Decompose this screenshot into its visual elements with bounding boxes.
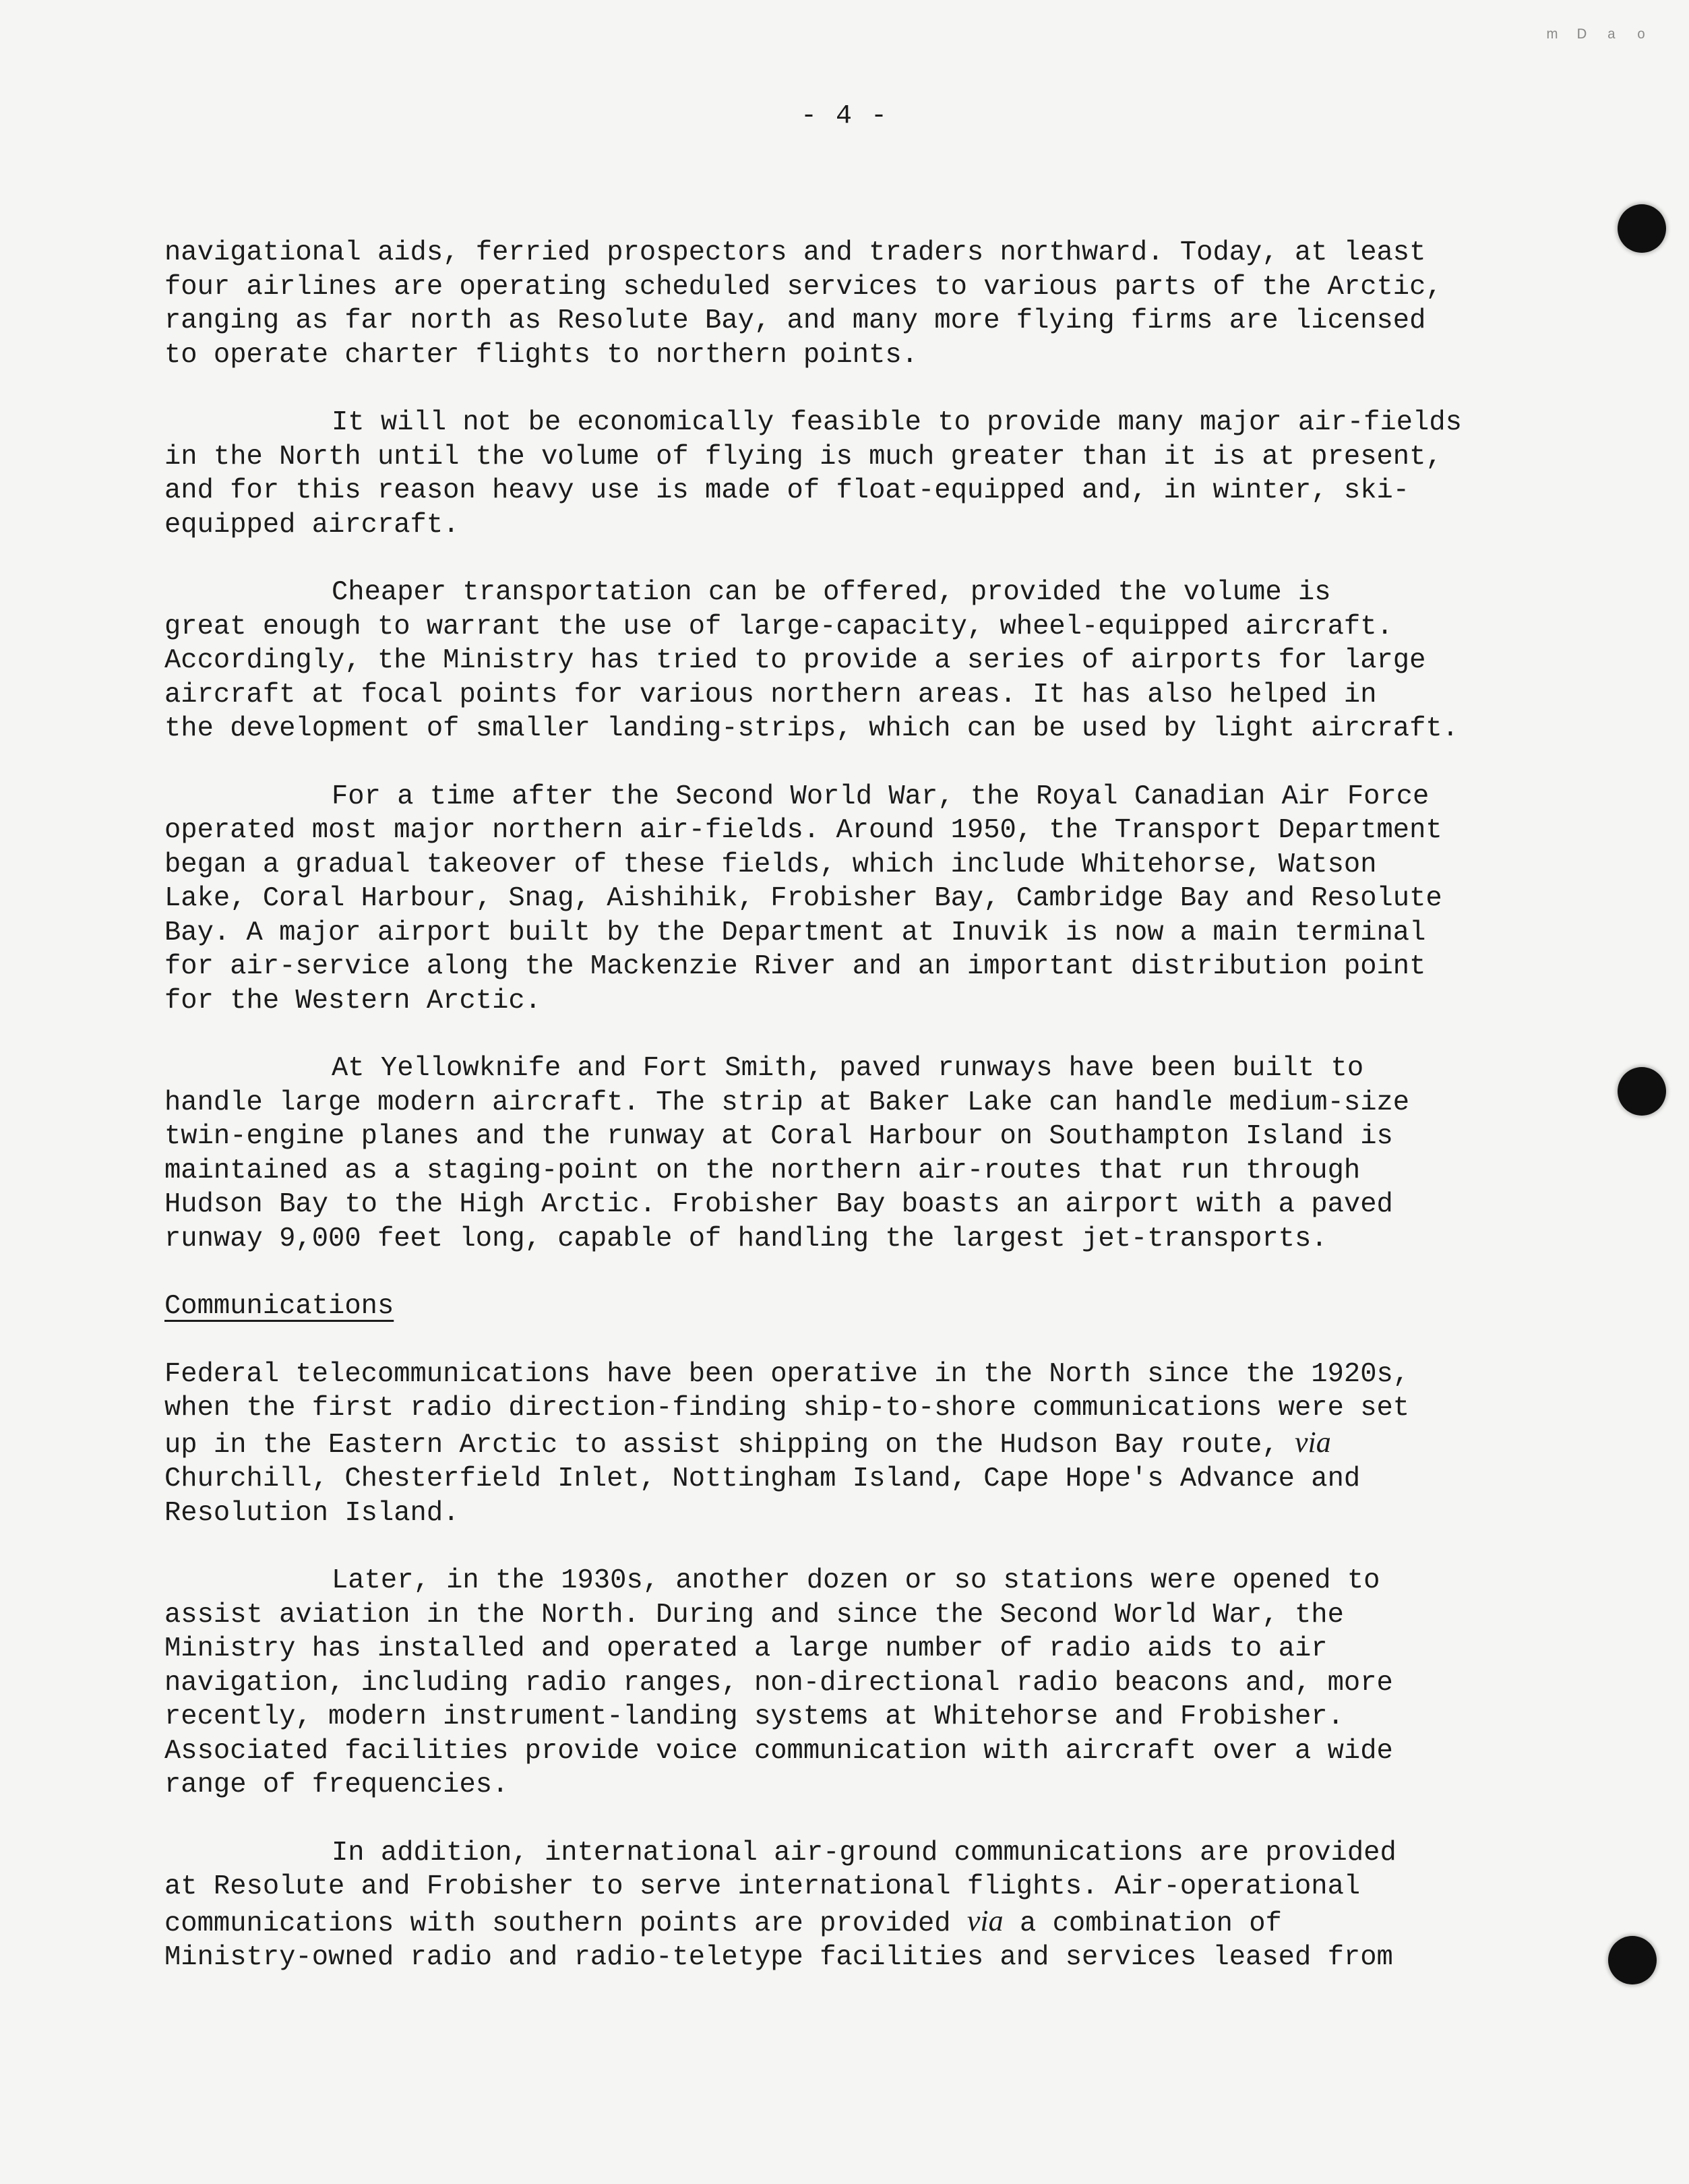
paragraph-p3: Cheaper transportation can be offered, provided the volume is great enough to warrant the use of large-capacity, wheel-equipped aircraft. Accordingly, the Ministry has tried to provide a series of airports for large aircraft at focal points for various northern areas. It has also helped in the development of smaller landing-strips, which can be used by light aircraft. — [164, 577, 1459, 744]
paragraph-p1: navigational aids, ferried prospectors and traders northward. Today, at least four airlines are operating scheduled services to various parts of the Arctic, ranging as far north as Resolute Bay, and many more flying firms are licensed to operate charter flights to northern points. — [164, 237, 1442, 371]
via-italic: via — [1294, 1425, 1331, 1459]
section-heading-wrap — [164, 1290, 1539, 1358]
paragraph-p4: For a time after the Second World War, the Royal Canadian Air Force operated most major northern air-fields. Around 1950, the Transport Department began a gradual takeover of these fields, which include Whitehorse, Watson Lake, Coral Harbour, Snag, Aishihik, Frobisher Bay, Cambridge Bay and Resolute Bay. A major airport built by the Department at Inuvik is now a main terminal for air-service along the Mackenzie River and an important distribution point for the Western Arctic. — [164, 781, 1442, 1017]
binder-hole-middle — [1618, 1067, 1666, 1116]
aviation-paragraphs — [164, 236, 1539, 1256]
page-number: - 4 - — [800, 101, 889, 131]
section-heading: Communications — [164, 1291, 394, 1322]
corner-handwritten-mark: ᵐ ᴰ ᵃ ᵒ — [1545, 27, 1650, 50]
via-italic: via — [966, 1904, 1004, 1937]
paragraph-comm-1-part-b: Churchill, Chesterfield Inlet, Nottingham Island, Cape Hope's Advance and Resolution Island. — [164, 1463, 1361, 1529]
paragraph-comm-3-part-a: In addition, international air-ground communications are provided at Resolute and Frobisher to serve international flights. Air-operational communications with southern points are provided — [164, 1837, 1396, 1939]
paragraph-comm-3-part-b: a combination of Ministry-owned radio and radio-teletype facilities and services leased from — [164, 1908, 1393, 1973]
paragraph-p5: At Yellowknife and Fort Smith, paved runways have been built to handle large modern aircraft. The strip at Baker Lake can handle medium-size twin-engine planes and the runway at Coral Harbour on Southampton Island is maintained as a staging-point on the northern air-routes that run through Hudson Bay to the High Arctic. Frobisher Bay boasts an airport with a paved runway 9,000 feet long, capable of handling the largest jet-transports. — [164, 1053, 1410, 1254]
paragraph-comm-2: Later, in the 1930s, another dozen or so stations were opened to assist aviation in the North. During and since the Second World War, the Ministry has installed and operated a large number of radio aids to air navigation, including radio ranges, non-directional radio beacons and, more recently, modern instrument-landing systems at Whitehorse and Frobisher. Associated facilities provide voice communication with aircraft over a wide range of frequencies. — [164, 1565, 1393, 1800]
paragraph-comm-1 — [164, 1358, 1539, 1531]
paragraph-comm-3 — [164, 1836, 1539, 1975]
paragraph-comm-1-part-a: Federal telecommunications have been operative in the North since the 1920s, when the first radio direction-finding ship-to-shore communications were set up in the Eastern Arctic to assist shipping on the Hudson Bay route, — [164, 1358, 1410, 1461]
body-text — [164, 236, 1539, 2009]
binder-hole-bottom — [1608, 1936, 1657, 1984]
paragraph-p2: It will not be economically feasible to provide many major air-fields in the North until the volume of flying is much greater than it is at present, and for this reason heavy use is made of float-equipped and, in winter, ski- equipped aircraft. — [164, 407, 1462, 541]
binder-hole-top — [1618, 204, 1666, 253]
